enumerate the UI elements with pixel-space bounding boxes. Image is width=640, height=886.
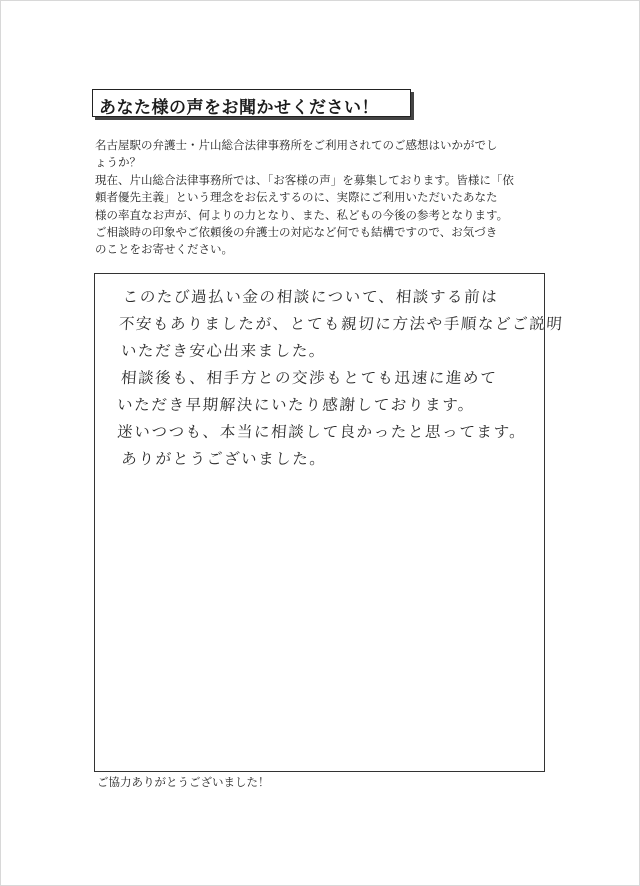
intro-line: ご相談時の印象やご依頼後の弁護士の対応など何でも結構ですので、お気づき xyxy=(95,225,498,240)
intro-line: のことをお寄せください。 xyxy=(95,242,233,257)
thank-you-footer: ご協力ありがとうございました！ xyxy=(97,775,270,789)
handwritten-line: ありがとうございました。 xyxy=(120,450,328,468)
page-title: あなた様の声をお聞かせください！ xyxy=(99,98,379,118)
answer-box xyxy=(94,273,565,772)
intro-line: 様の率直なお声が、何よりの力となり、また、私どもの今後の参考となります。 xyxy=(95,207,509,222)
handwritten-line: このたび過払い金の相談について、相談する前は xyxy=(122,288,499,306)
title-box xyxy=(92,89,411,117)
handwritten-response xyxy=(108,284,565,473)
handwritten-line: 不安もありましたが、とても親切に方法や手順などご説明 xyxy=(118,315,565,333)
intro-line: 現在、片山総合法律事務所では、「お客様の声」を募集しております。皆様に「依 xyxy=(95,172,514,187)
intro-line: 名古屋駅の弁護士・片山総合法律事務所をご利用されてのご感想はいかがでし xyxy=(95,138,498,152)
handwritten-line: 相談後も、相手方との交渉もとても迅速に進めて xyxy=(120,369,498,387)
handwritten-line: いただき早期解決にいたり感謝しております。 xyxy=(116,396,476,414)
handwritten-line: いただき安心出来ました。 xyxy=(120,342,327,360)
intro-line: 頼者優先主義」という理念をお伝えするのに、実際にご利用いただいたあなた xyxy=(95,190,498,205)
handwritten-line: 迷いつつも、本当に相談して良かったと思ってます。 xyxy=(116,423,528,441)
intro-line: ょうか？ xyxy=(95,155,141,170)
intro-paragraph xyxy=(95,137,565,259)
